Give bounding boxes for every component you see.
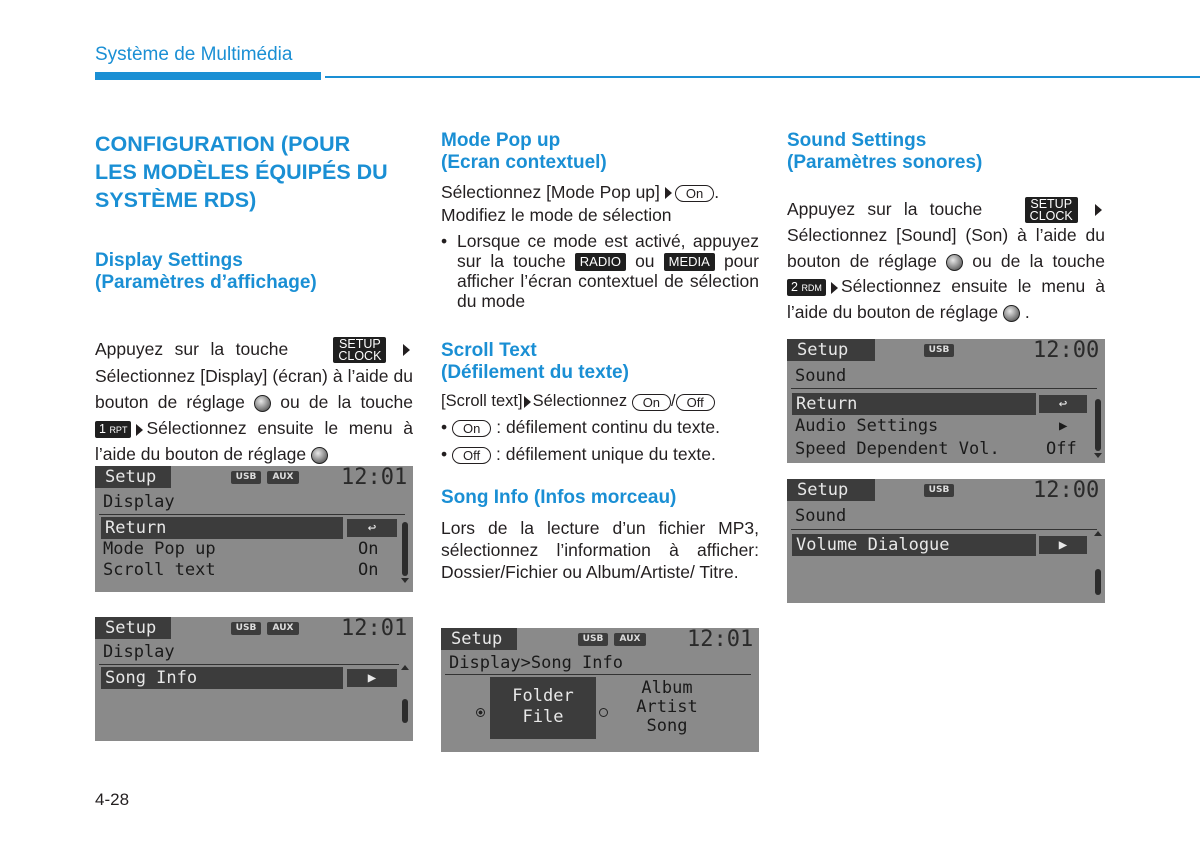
media-key: MEDIA bbox=[664, 253, 715, 271]
setup-clock-key: SETUP CLOCK bbox=[1025, 197, 1078, 223]
tune-knob-icon bbox=[311, 447, 328, 464]
instruction-text: Sélectionnez [Mode Pop up] bbox=[441, 182, 660, 202]
clock-display: 12:01 bbox=[341, 466, 408, 490]
instruction-text: Sélectionnez bbox=[532, 392, 628, 411]
menu-row-speed-dependent-vol: Speed Dependent Vol. bbox=[795, 439, 1000, 459]
mode-popup-title-line2: (Ecran contextuel) bbox=[441, 152, 607, 173]
setup-clock-key: SETUP CLOCK bbox=[333, 337, 386, 363]
instruction-text: Sélectionnez [Display] (écran) à l’aide du bouton de réglage bbox=[95, 366, 413, 413]
tune-knob-icon bbox=[946, 254, 963, 271]
radio-unselected-icon bbox=[599, 708, 608, 717]
scroll-text-title bbox=[441, 340, 759, 384]
usb-badge: USB bbox=[231, 622, 261, 635]
menu-row-speed-dependent-vol-value: Off bbox=[1046, 439, 1077, 459]
sound-settings-instructions: Appuyez sur la touche SETUP CLOCK Sélectionnez [Sound] (Son) à l’aide du bouton de réglage ou de la touche 2 RDM Sélectionnez ensuite le menu à l’aide du bouton de réglage . bbox=[787, 197, 1105, 322]
instruction-text: Modifiez le mode de sélection bbox=[441, 205, 672, 225]
lcd-screen-volume-dialogue bbox=[787, 479, 1105, 603]
usb-badge: USB bbox=[924, 484, 954, 497]
usb-badge: USB bbox=[924, 344, 954, 357]
radio-selected-icon bbox=[476, 708, 485, 717]
mode-popup-title bbox=[441, 130, 759, 174]
on-button-icon: On bbox=[675, 185, 714, 202]
setup-tab: Setup bbox=[441, 628, 517, 650]
arrow-icon bbox=[665, 187, 672, 199]
section-header-title: Système de Multimédia bbox=[95, 44, 293, 65]
selected-row-song-info: Song Info bbox=[101, 667, 343, 689]
instruction-text: [Scroll text] bbox=[441, 392, 523, 411]
clock-display: 12:00 bbox=[1033, 339, 1100, 363]
usb-badge: USB bbox=[578, 633, 608, 646]
instruction-text: : défilement continu du texte. bbox=[496, 417, 720, 438]
divider bbox=[445, 674, 751, 675]
chevron-right-icon: ▶ bbox=[1039, 536, 1087, 554]
menu-row-mode-popup: Mode Pop up bbox=[103, 539, 216, 559]
scroll-text-instruction: [Scroll text] Sélectionnez On / Off bbox=[441, 389, 759, 413]
selected-row-return: Return bbox=[101, 517, 343, 539]
setup-tab: Setup bbox=[95, 617, 171, 639]
column-display-settings bbox=[95, 130, 413, 467]
rpt-key: 1 RPT bbox=[95, 421, 131, 438]
selected-row-return: Return bbox=[792, 393, 1036, 415]
option-song-label: Song bbox=[646, 716, 688, 736]
scroll-up-icon bbox=[401, 665, 409, 670]
display-settings-instructions bbox=[95, 336, 413, 467]
page-number: 4-28 bbox=[95, 790, 130, 809]
clock-display: 12:01 bbox=[687, 628, 754, 652]
display-settings-title-line2: (Paramètres d’affichage) bbox=[95, 272, 317, 293]
off-button-icon: Off bbox=[676, 394, 715, 411]
lcd-screen-song-info-options bbox=[441, 628, 759, 752]
header-rule bbox=[325, 76, 1200, 78]
song-info-text: Lors de la lecture d’un fichier MP3, sélectionnez l’information à afficher: Dossier/Fichier ou Album/Artiste/ Titre. bbox=[441, 518, 759, 583]
option-folder-label: Folder bbox=[512, 686, 574, 706]
aux-badge: AUX bbox=[267, 471, 299, 484]
instruction-text: Sélectionnez ensuite le menu à l’aide du bouton de réglage bbox=[787, 276, 1105, 322]
arrow-icon bbox=[831, 282, 838, 294]
scrollbar bbox=[1095, 569, 1101, 595]
scroll-text-title-line1: Scroll Text bbox=[441, 340, 537, 362]
menu-row-scroll-text: Scroll text bbox=[103, 560, 216, 580]
menu-row-mode-popup-value: On bbox=[358, 539, 379, 559]
arrow-icon bbox=[403, 344, 410, 356]
divider bbox=[791, 388, 1097, 389]
instruction-text: : défilement unique du texte. bbox=[495, 444, 716, 465]
display-settings-title-line1: Display Settings bbox=[95, 250, 243, 271]
sound-settings-title bbox=[787, 130, 1105, 174]
scroll-text-title-line2: (Défilement du texte) bbox=[441, 362, 629, 384]
instruction-text: Appuyez sur la touche bbox=[787, 199, 983, 219]
return-icon: ↩ bbox=[1039, 395, 1087, 413]
scrollbar bbox=[1095, 399, 1101, 451]
instruction-text: ou de la touche bbox=[972, 250, 1105, 271]
setup-tab: Setup bbox=[787, 479, 875, 501]
scroll-up-icon bbox=[1094, 531, 1102, 536]
column-popup-scroll-song bbox=[441, 130, 759, 583]
rdm-key: 2 RDM bbox=[787, 279, 826, 296]
tune-knob-icon bbox=[1003, 305, 1020, 322]
option-file-label: File bbox=[522, 707, 564, 727]
lcd-screen-song-info-menu bbox=[95, 617, 413, 741]
divider bbox=[791, 529, 1097, 530]
tune-knob-icon bbox=[254, 395, 271, 412]
scroll-down-icon bbox=[401, 578, 409, 583]
selected-row-volume-dialogue: Volume Dialogue bbox=[792, 534, 1036, 556]
mode-popup-bullet: • Lorsque ce mode est activé, appuyez sur la touche RADIO ou MEDIA pour afficher l’écran contextuel de sélection du mode bbox=[441, 231, 759, 312]
screen-title: Display>Song Info bbox=[449, 653, 623, 673]
divider bbox=[99, 514, 405, 515]
song-info-title: Song Info (Infos morceau) bbox=[441, 487, 677, 509]
scroll-down-icon bbox=[1094, 453, 1102, 458]
chevron-right-icon: ▶ bbox=[347, 669, 397, 687]
usb-badge: USB bbox=[231, 471, 261, 484]
on-button-icon: On bbox=[632, 394, 671, 411]
header-accent-bar bbox=[95, 72, 321, 80]
sound-settings-title-line1: Sound Settings bbox=[787, 130, 927, 151]
lcd-screen-sound-menu bbox=[787, 339, 1105, 463]
divider bbox=[99, 664, 399, 665]
chevron-right-icon: ▶ bbox=[1059, 418, 1068, 434]
option-album-label: Album bbox=[641, 678, 693, 698]
screen-title: Sound bbox=[795, 506, 847, 526]
instruction-text: Sélectionnez ensuite le menu à l’aide du bouton de réglage bbox=[95, 418, 413, 465]
setup-tab: Setup bbox=[787, 339, 875, 361]
instruction-text: Sélectionnez [Sound] (Son) à l’aide du bouton de réglage bbox=[787, 225, 1105, 271]
arrow-icon bbox=[1095, 204, 1102, 216]
instruction-text: Lorsque ce mode est activé, appuyez sur la touche bbox=[457, 231, 759, 271]
clock-display: 12:00 bbox=[1033, 479, 1100, 503]
on-button-icon: On bbox=[452, 420, 491, 437]
screen-title: Display bbox=[103, 492, 175, 512]
radio-key: RADIO bbox=[575, 253, 626, 271]
option-artist-label: Artist bbox=[636, 697, 698, 717]
scrollbar bbox=[402, 522, 408, 576]
instruction-text: pour afficher l’écran contextuel de sélection du mode bbox=[457, 251, 759, 312]
arrow-icon bbox=[524, 396, 531, 408]
mode-popup-title-line1: Mode Pop up bbox=[441, 130, 561, 151]
screen-title: Sound bbox=[795, 366, 847, 386]
column-sound-settings bbox=[787, 130, 1105, 325]
scroll-off-desc: • Off : défilement unique du texte. bbox=[441, 444, 716, 465]
instruction-text: ou de la touche bbox=[280, 392, 413, 413]
aux-badge: AUX bbox=[614, 633, 646, 646]
chapter-title: CONFIGURATION (POUR LES MODÈLES ÉQUIPÉS DU SYSTÈME RDS) bbox=[95, 132, 388, 212]
instruction-text: ou bbox=[635, 251, 655, 271]
menu-row-audio-settings: Audio Settings bbox=[795, 416, 939, 436]
option-album-artist-song bbox=[627, 679, 707, 736]
display-settings-title bbox=[95, 250, 413, 294]
instruction-text: Appuyez sur la touche bbox=[95, 339, 289, 359]
sound-settings-title-line2: (Paramètres sonores) bbox=[787, 152, 983, 173]
option-folder-file bbox=[490, 677, 596, 739]
menu-row-scroll-text-value: On bbox=[358, 560, 379, 580]
arrow-icon bbox=[136, 424, 143, 436]
scroll-on-desc: • On : défilement continu du texte. bbox=[441, 417, 720, 438]
mode-popup-text: Sélectionnez [Mode Pop up] On . Modifiez le mode de sélection bbox=[441, 182, 720, 225]
return-icon: ↩ bbox=[347, 519, 397, 537]
scrollbar bbox=[402, 699, 408, 723]
off-button-icon: Off bbox=[452, 447, 491, 464]
aux-badge: AUX bbox=[267, 622, 299, 635]
screen-title: Display bbox=[103, 642, 175, 662]
setup-tab: Setup bbox=[95, 466, 171, 488]
lcd-screen-display-menu bbox=[95, 466, 413, 592]
clock-display: 12:01 bbox=[341, 617, 408, 641]
